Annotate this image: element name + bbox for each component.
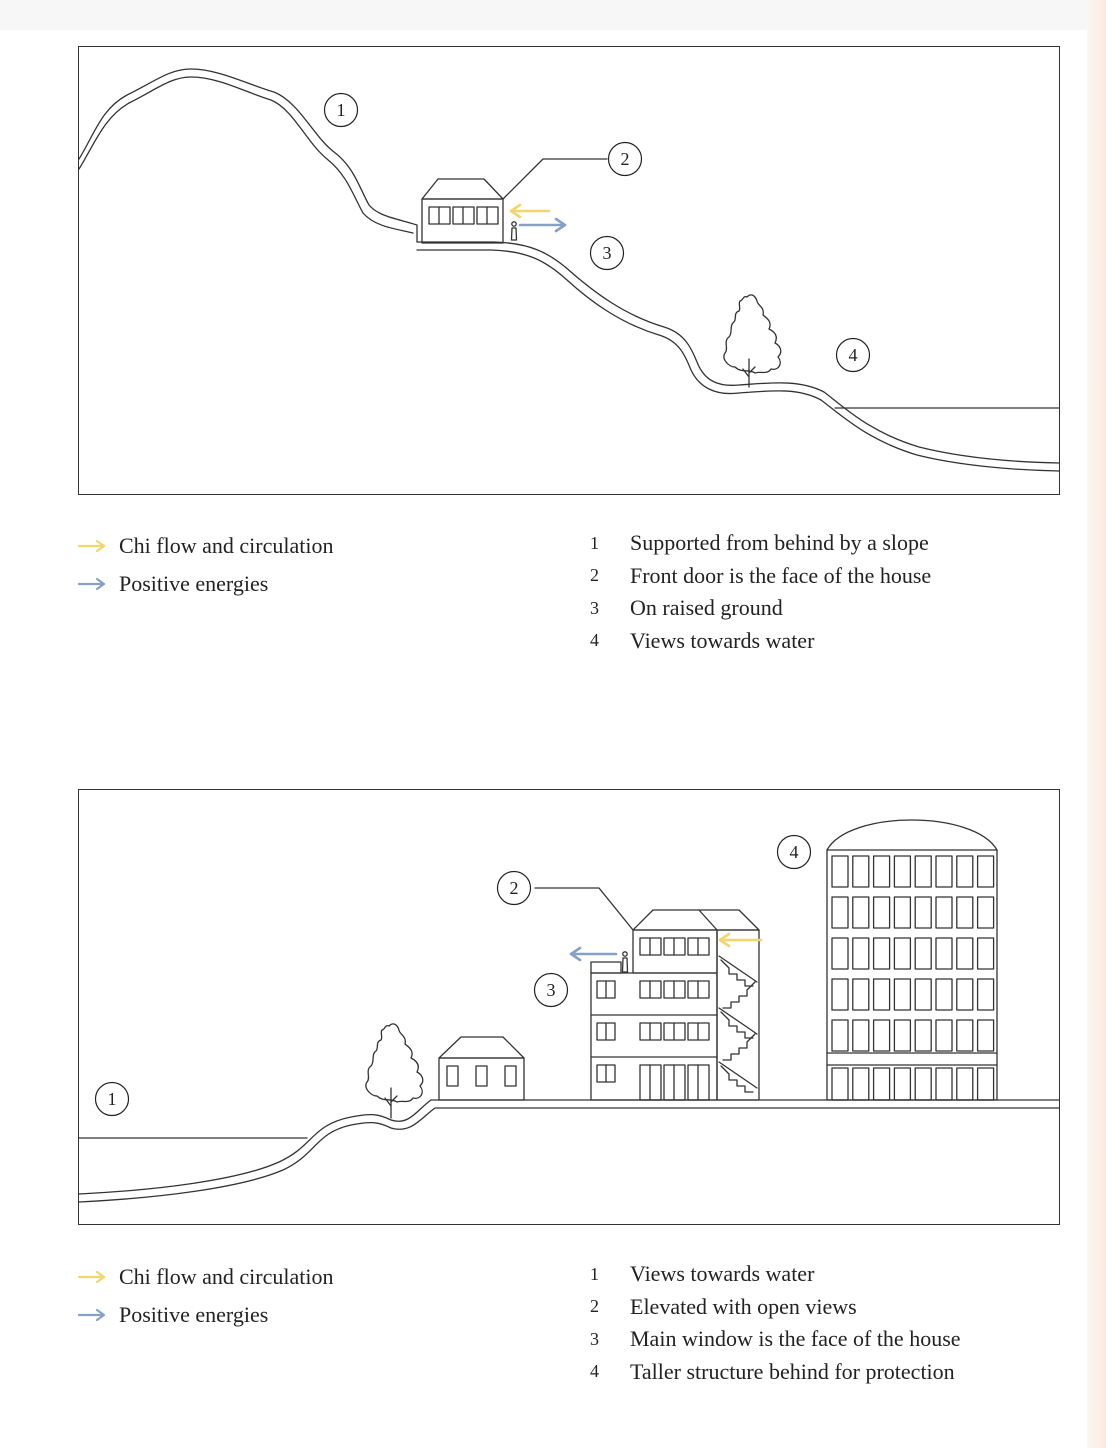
- badge-1: [325, 94, 358, 127]
- svg-text:3: 3: [602, 243, 612, 263]
- note-text: Elevated with open views: [630, 1293, 857, 1319]
- svg-text:2: 2: [509, 878, 519, 898]
- leader-line: [535, 888, 633, 930]
- badge-3: [591, 237, 624, 270]
- tower-window: [853, 897, 869, 928]
- legend-key: [78, 527, 333, 603]
- badge-1: [96, 1083, 129, 1116]
- tower-window: [874, 856, 890, 887]
- note-item: [590, 1323, 961, 1356]
- person-figure: [512, 222, 517, 240]
- note-item: [590, 592, 931, 625]
- badge-2: [498, 872, 531, 905]
- tower-window: [915, 856, 931, 887]
- arrow-right-icon: [78, 539, 106, 553]
- tower-window: [915, 1020, 931, 1051]
- tower-ground-window: [894, 1068, 910, 1100]
- tower-ground-window: [936, 1068, 952, 1100]
- note-item: [590, 527, 931, 560]
- page-edge-strip: [1087, 0, 1106, 1448]
- tower-window: [978, 979, 994, 1010]
- arrow-right-icon: [78, 577, 106, 591]
- tower-window: [978, 897, 994, 928]
- note-text: Supported from behind by a slope: [630, 530, 929, 556]
- svg-text:4: 4: [789, 842, 799, 862]
- note-number: 2: [590, 1296, 599, 1317]
- note-number: 3: [590, 1328, 599, 1349]
- tower-window: [957, 979, 973, 1010]
- tower-window: [894, 856, 910, 887]
- tower-window: [853, 979, 869, 1010]
- leader-line: [503, 159, 607, 199]
- positive-energy-arrow: [520, 219, 565, 231]
- tower-window: [832, 1020, 848, 1051]
- tower-window: [936, 979, 952, 1010]
- tower-window: [936, 1020, 952, 1051]
- tower-window: [957, 1020, 973, 1051]
- top-bar: [0, 0, 1106, 30]
- tree: [366, 1024, 423, 1118]
- chi-flow-arrow: [511, 205, 549, 217]
- tower-window: [874, 938, 890, 969]
- tower-window: [978, 938, 994, 969]
- tower-window: [874, 979, 890, 1010]
- tower-window: [978, 856, 994, 887]
- tower-window: [915, 938, 931, 969]
- tower-window: [832, 856, 848, 887]
- tower-window: [957, 856, 973, 887]
- person-figure: [623, 952, 628, 972]
- note-item: [590, 625, 931, 658]
- small-house: [439, 1037, 524, 1100]
- note-number: 4: [590, 630, 599, 651]
- numbered-notes: [590, 1258, 961, 1388]
- legend-label: Chi flow and circulation: [119, 533, 334, 558]
- tree: [724, 295, 781, 387]
- tower-window: [978, 1020, 994, 1051]
- note-text: Views towards water: [630, 627, 815, 653]
- tower-ground-window: [978, 1068, 994, 1100]
- note-text: Taller structure behind for protection: [630, 1358, 955, 1384]
- tower-window: [894, 938, 910, 969]
- note-number: 1: [590, 1263, 599, 1284]
- hill-slope-line: [79, 69, 1059, 471]
- badge-4: [778, 836, 811, 869]
- tower-ground-window: [957, 1068, 973, 1100]
- note-number: 4: [590, 1361, 599, 1382]
- svg-text:1: 1: [336, 100, 346, 120]
- note-text: On raised ground: [630, 595, 783, 621]
- tower-window: [853, 938, 869, 969]
- note-text: Views towards water: [630, 1261, 815, 1287]
- note-item: [590, 1291, 961, 1324]
- badge-4: [837, 339, 870, 372]
- note-item: [590, 560, 931, 593]
- tower-window: [957, 938, 973, 969]
- svg-text:3: 3: [546, 980, 556, 1000]
- hillside-house: [422, 179, 503, 243]
- tower-window: [915, 897, 931, 928]
- tower-window: [936, 938, 952, 969]
- tower-window: [894, 979, 910, 1010]
- tower-ground-window: [874, 1068, 890, 1100]
- legend-chi-flow: [78, 1258, 333, 1296]
- tower-windows: [832, 856, 994, 1100]
- tower-window: [894, 1020, 910, 1051]
- tower-window: [832, 897, 848, 928]
- note-text: Front door is the face of the house: [630, 562, 932, 588]
- badge-2: [609, 143, 642, 176]
- legend-label: Chi flow and circulation: [119, 1264, 334, 1289]
- svg-text:2: 2: [620, 149, 630, 169]
- tower-window: [832, 938, 848, 969]
- tower-window: [874, 1020, 890, 1051]
- hillside-house-illustration: [79, 47, 1059, 494]
- tower-window: [936, 856, 952, 887]
- arrow-right-icon: [78, 1308, 106, 1322]
- hillside-house-diagram: [78, 46, 1060, 495]
- badge-3: [535, 974, 568, 1007]
- urban-building-diagram: [78, 789, 1060, 1225]
- note-number: 3: [590, 597, 599, 618]
- tower-ground-window: [832, 1068, 848, 1100]
- note-text: Main window is the face of the house: [630, 1326, 961, 1352]
- tower-window: [853, 1020, 869, 1051]
- tower-ground-window: [915, 1068, 931, 1100]
- chi-flow-arrow: [720, 934, 761, 946]
- main-building: [591, 910, 759, 1100]
- note-number: 2: [590, 565, 599, 586]
- legend-label: Positive energies: [119, 571, 269, 596]
- legend-positive-energies: [78, 1296, 333, 1334]
- tower-window: [957, 897, 973, 928]
- arrow-right-icon: [78, 1270, 106, 1284]
- positive-energy-arrow: [571, 948, 616, 960]
- tower-window: [874, 897, 890, 928]
- numbered-notes: [590, 527, 931, 657]
- tower-window: [832, 979, 848, 1010]
- svg-text:4: 4: [848, 345, 858, 365]
- tower-window: [853, 856, 869, 887]
- tower-window: [915, 979, 931, 1010]
- ground-line: [79, 1100, 1059, 1202]
- note-item: [590, 1258, 961, 1291]
- tower-ground-window: [853, 1068, 869, 1100]
- legend-positive-energies: [78, 565, 333, 603]
- urban-building-illustration: [79, 790, 1059, 1224]
- note-item: [590, 1356, 961, 1389]
- tower-window: [894, 897, 910, 928]
- legend-key: [78, 1258, 333, 1334]
- legend-label: Positive energies: [119, 1302, 269, 1327]
- svg-text:1: 1: [107, 1089, 117, 1109]
- legend-chi-flow: [78, 527, 333, 565]
- note-number: 1: [590, 532, 599, 553]
- tower-window: [936, 897, 952, 928]
